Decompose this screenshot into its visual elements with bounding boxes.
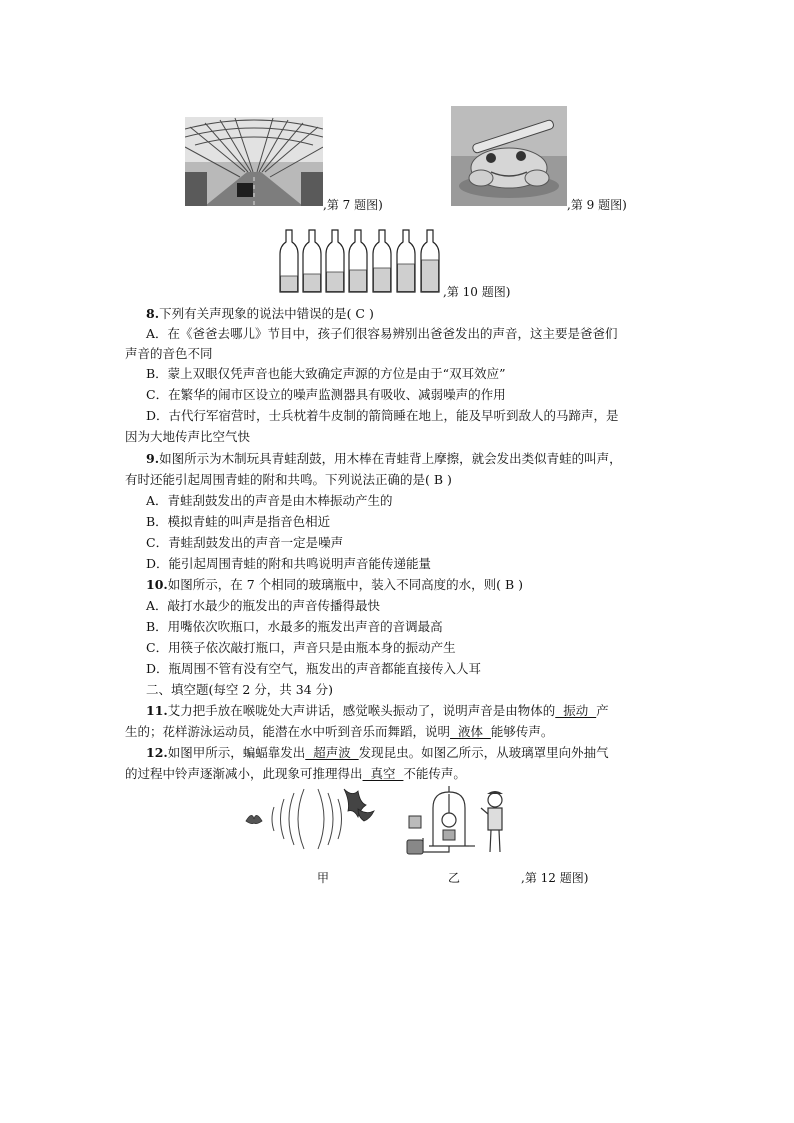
q12-answer-1: 超声波: [305, 745, 359, 760]
q9-stem-1: 如图所示为木制玩具青蛙刮鼓，用木棒在青蛙背上摩擦，就会发出类似青蛙的叫声，: [159, 451, 622, 466]
q8-number: 8.: [146, 306, 160, 321]
q9-option-a: A．青蛙刮鼓发出的声音是由木棒振动产生的: [146, 493, 393, 508]
q9-stem-line-1: [146, 449, 622, 469]
q11-line-2: [125, 722, 553, 742]
figure-7-image: [185, 117, 323, 206]
q8-stem-line: [146, 304, 374, 324]
q11-line-1: [146, 701, 609, 721]
q10-option-c: C．用筷子依次敲打瓶口，声音只是由瓶本身的振动产生: [146, 640, 456, 655]
q12-line-2: [125, 764, 466, 784]
q12-text-1: 如图甲所示，蝙蝠靠发出: [167, 745, 306, 760]
q9-option-d: D．能引起周围青蛙的附和共鸣说明声音能传递能量: [146, 556, 432, 571]
q9-option-b: B．模拟青蛙的叫声是指音色相近: [146, 514, 331, 529]
q12-text-4: 不能传声。: [403, 766, 466, 781]
q12-line-1: [146, 743, 609, 763]
q12-number: 12.: [146, 745, 168, 760]
q9-number: 9.: [146, 451, 160, 466]
figure-12b-label: 乙: [448, 871, 461, 885]
q10-option-a: A．敲打水最少的瓶发出的声音传播得最快: [146, 598, 381, 613]
q10-option-b: B．用嘴依次吹瓶口，水最多的瓶发出声音的音调最高: [146, 619, 443, 634]
figure-10-image: [277, 228, 443, 296]
figure-12b-image: [403, 786, 515, 860]
q8-option-b: B．蒙上双眼仅凭声音也能大致确定声源的方位是由于“双耳效应”: [146, 366, 506, 381]
q11-text-2: 产: [596, 703, 609, 718]
figure-9-image: [451, 106, 567, 206]
q8-option-c: C．在繁华的闹市区设立的噪声监测器具有吸收、减弱噪声的作用: [146, 387, 506, 402]
q11-text-1: 艾力把手放在喉咙处大声讲话，感觉喉头振动了，说明声音是由物体的: [167, 703, 556, 718]
q9-option-c: C．青蛙刮鼓发出的声音一定是噪声: [146, 535, 344, 550]
q10-stem: 如图所示，在 7 个相同的玻璃瓶中，装入不同高度的水，则( B ): [167, 577, 524, 592]
figure-10-caption: ,第 10 题图): [443, 285, 511, 299]
q8-option-d-1: D．古代行军宿营时，士兵枕着牛皮制的箭筒睡在地上，能及早听到敌人的马蹄声，是: [146, 408, 619, 423]
figure-12a-image: [240, 783, 380, 851]
question-block: [125, 304, 685, 784]
q10-stem-line: [146, 575, 523, 595]
q12-text-2: 发现昆虫。如图乙所示，从玻璃罩里向外抽气: [358, 745, 609, 760]
q8-option-a-1: A．在《爸爸去哪儿》节目中，孩子们很容易辨别出爸爸发出的声音，这主要是爸爸们: [146, 326, 618, 341]
q8-option-d-2: 因为大地传声比空气快: [125, 429, 251, 444]
section-2-heading: 二、填空题(每空 2 分，共 34 分): [146, 682, 334, 697]
q10-number: 10.: [146, 577, 168, 592]
q12-answer-2: 真空: [362, 766, 404, 781]
figure-9-caption: ,第 9 题图): [567, 198, 627, 212]
q10-option-d: D．瓶周围不管有没有空气，瓶发出的声音都能直接传入人耳: [146, 661, 482, 676]
q11-answer-1: 振动: [555, 703, 597, 718]
q12-text-3: 的过程中铃声逐渐减小，此现象可推理得出: [125, 766, 363, 781]
q8-stem: 下列有关声现象的说法中错误的是( C ): [159, 306, 374, 321]
q9-stem-line-2: 有时还能引起周围青蛙的附和共鸣。下列说法正确的是( B ): [125, 472, 452, 487]
figure-7-caption: ,第 7 题图): [323, 198, 383, 212]
q11-answer-2: 液体: [450, 724, 491, 739]
figure-12a-label: 甲: [317, 871, 330, 885]
q11-number: 11.: [146, 703, 168, 718]
q11-text-3: 生的；花样游泳运动员，能潜在水中听到音乐而舞蹈，说明: [125, 724, 451, 739]
figure-12-caption: ,第 12 题图): [521, 871, 589, 885]
q8-option-a-2: 声音的音色不同: [125, 346, 213, 361]
q11-text-4: 能够传声。: [490, 724, 554, 739]
